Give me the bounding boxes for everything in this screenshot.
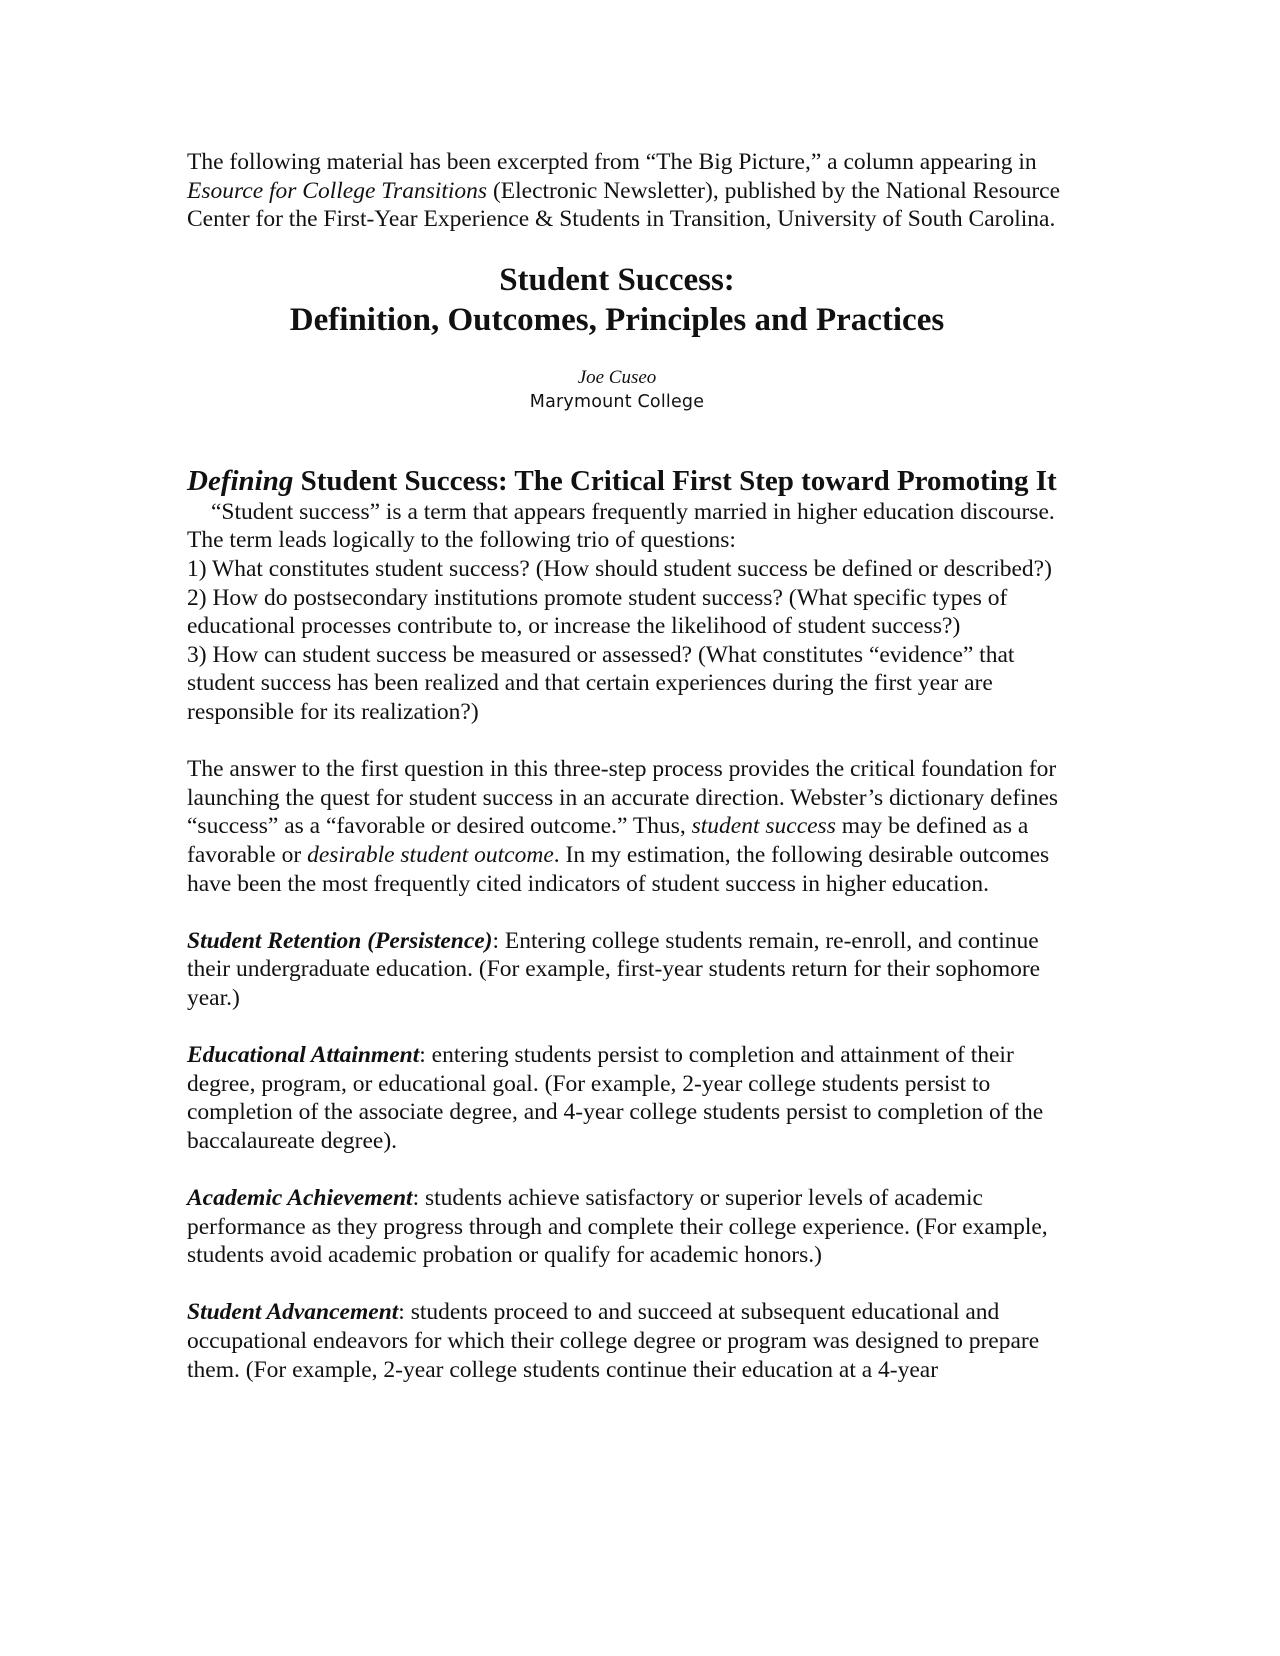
- outcome-term: Educational Attainment: [187, 1042, 420, 1069]
- title-line-2: Definition, Outcomes, Principles and Practices: [289, 301, 945, 338]
- question-1: 1) What constitutes student success? (How should student success be defined or described?): [187, 555, 1052, 582]
- intro-text-1: The following material has been excerpted from “The Big Picture,” a column appearing in: [187, 149, 1037, 175]
- byline: [167, 366, 1067, 414]
- outcome-term: Student Advancement: [187, 1299, 399, 1326]
- outcome-term: Academic Achievement: [187, 1185, 413, 1212]
- answer-emphasis-1: student success: [691, 813, 836, 840]
- answer-emphasis-2: desirable student outcome: [307, 841, 554, 868]
- outcome-description: : Entering college students remain, re-enroll, and continue their undergraduate education. (For example, first-year students return for their sophomore year.): [187, 927, 1041, 1011]
- intro-text-2: (Electronic Newsletter), published by the National Resource Center for the First-Year Experience & Students in Transition, University of South Carolina.: [187, 177, 1061, 233]
- answer-part-1: The answer to the first question in this three-step process provides the critical foundation for launching the quest for student success in an accurate direction. Webster’s dictionary defines “success” as a “favorable or desired outcome.” Thus,: [187, 756, 1059, 840]
- opening-paragraph: “Student success” is a term that appears frequently married in higher education discourse. The term leads logically to the following trio of questions:: [187, 498, 1055, 554]
- answer-part-2: may be defined as a favorable or: [187, 813, 1029, 868]
- document-title: [167, 260, 1067, 340]
- outcome-advancement: [187, 1298, 1087, 1384]
- outcome-description: : students achieve satisfactory or superior levels of academic performance as they progress through and complete their college experience. (For example, students avoid academic probation or qualify for academic honors.): [187, 1185, 1048, 1269]
- outcome-achievement: [187, 1184, 1087, 1270]
- outcome-description: : entering students persist to completion and attainment of their degree, program, or educational goal. (For example, 2-year college students persist to completion of the associate degree, and 4-year college students persist to completion of the baccalaureate degree).: [187, 1042, 1044, 1154]
- section-heading-italic: Defining: [187, 464, 294, 497]
- author-institution: Marymount College: [529, 391, 705, 412]
- outcome-retention: [187, 927, 1087, 1013]
- outcome-term: Student Retention (Persistence): [187, 927, 493, 954]
- question-2: 2) How do postsecondary institutions promote student success? (What specific types of educational processes contribute to, or increase the likelihood of student success?): [187, 584, 1008, 640]
- title-line-1: Student Success:: [499, 261, 735, 298]
- answer-part-3: . In my estimation, the following desirable outcomes have been the most frequently cited indicators of student success in higher education.: [187, 841, 1050, 897]
- question-3: 3) How can student success be measured or assessed? (What constitutes “evidence” that student success has been realized and that certain experiences during the first year are responsible for its realization?): [187, 641, 1015, 725]
- section-heading-rest: Student Success: The Critical First Step toward Promoting It: [293, 464, 1057, 497]
- section-heading: [187, 464, 1087, 498]
- intro-paragraph: [187, 148, 1067, 234]
- answer-paragraph: [187, 755, 1087, 898]
- document-page: [187, 148, 1087, 1384]
- author-name: Joe Cuseo: [577, 366, 657, 388]
- outcome-description: : students proceed to and succeed at subsequent educational and occupational endeavors for which their college degree or program was designed to prepare them. (For example, 2-year college students continue their education at a 4-year: [187, 1299, 1040, 1383]
- publication-name: Esource for College Transitions: [187, 177, 488, 204]
- outcome-attainment: [187, 1041, 1087, 1155]
